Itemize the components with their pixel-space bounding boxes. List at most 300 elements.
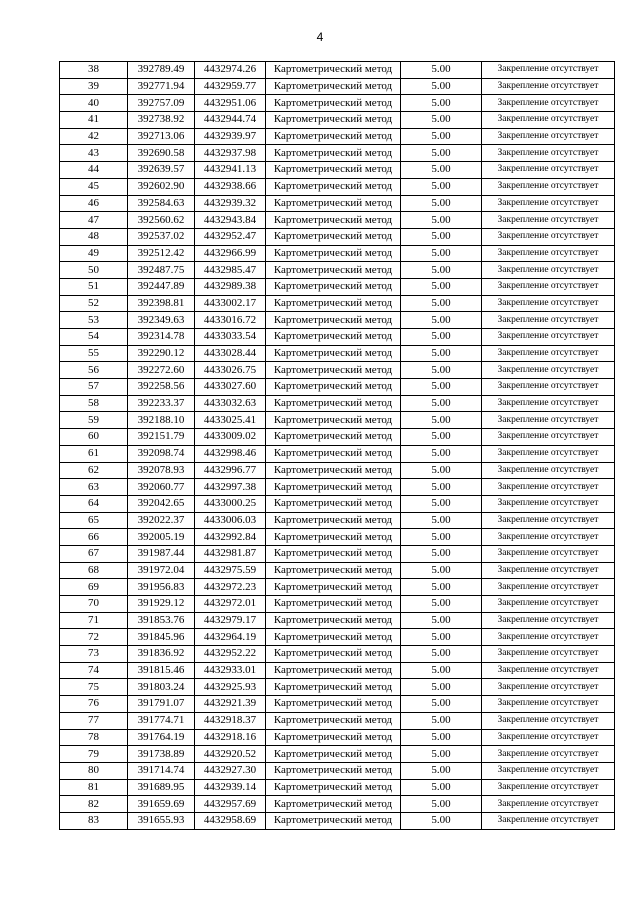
cell-fixation-description: Закрепление отсутствует xyxy=(482,679,615,696)
cell-coord-x: 392771.94 xyxy=(128,78,195,95)
cell-precision: 5.00 xyxy=(401,495,482,512)
cell-determination-method: Картометрический метод xyxy=(266,228,401,245)
cell-coord-y: 4432944.74 xyxy=(195,112,266,129)
cell-fixation-description: Закрепление отсутствует xyxy=(482,128,615,145)
cell-determination-method: Картометрический метод xyxy=(266,262,401,279)
cell-fixation-description: Закрепление отсутствует xyxy=(482,195,615,212)
table-row xyxy=(60,462,615,479)
cell-coord-y: 4432972.23 xyxy=(195,579,266,596)
cell-precision: 5.00 xyxy=(401,362,482,379)
cell-coord-x: 392738.92 xyxy=(128,112,195,129)
cell-precision: 5.00 xyxy=(401,212,482,229)
cell-fixation-description: Закрепление отсутствует xyxy=(482,445,615,462)
table-row xyxy=(60,62,615,79)
table-row xyxy=(60,746,615,763)
cell-precision: 5.00 xyxy=(401,379,482,396)
cell-point-number: 66 xyxy=(60,529,128,546)
cell-precision: 5.00 xyxy=(401,596,482,613)
cell-coord-y: 4432972.01 xyxy=(195,596,266,613)
cell-precision: 5.00 xyxy=(401,429,482,446)
cell-coord-x: 392398.81 xyxy=(128,295,195,312)
cell-coord-x: 392537.02 xyxy=(128,228,195,245)
cell-coord-y: 4432998.46 xyxy=(195,445,266,462)
table-row xyxy=(60,612,615,629)
cell-coord-y: 4432951.06 xyxy=(195,95,266,112)
table-row xyxy=(60,345,615,362)
coordinates-table xyxy=(59,61,615,830)
cell-point-number: 55 xyxy=(60,345,128,362)
cell-determination-method: Картометрический метод xyxy=(266,245,401,262)
cell-fixation-description: Закрепление отсутствует xyxy=(482,729,615,746)
cell-coord-y: 4432952.22 xyxy=(195,646,266,663)
coordinates-table-body xyxy=(60,62,615,830)
cell-precision: 5.00 xyxy=(401,562,482,579)
cell-point-number: 39 xyxy=(60,78,128,95)
table-row xyxy=(60,729,615,746)
cell-determination-method: Картометрический метод xyxy=(266,479,401,496)
cell-fixation-description: Закрепление отсутствует xyxy=(482,662,615,679)
cell-determination-method: Картометрический метод xyxy=(266,812,401,829)
table-row xyxy=(60,128,615,145)
cell-point-number: 42 xyxy=(60,128,128,145)
cell-determination-method: Картометрический метод xyxy=(266,379,401,396)
cell-determination-method: Картометрический метод xyxy=(266,629,401,646)
cell-precision: 5.00 xyxy=(401,679,482,696)
cell-coord-x: 392042.65 xyxy=(128,495,195,512)
cell-coord-y: 4432943.84 xyxy=(195,212,266,229)
cell-precision: 5.00 xyxy=(401,329,482,346)
cell-precision: 5.00 xyxy=(401,762,482,779)
cell-determination-method: Картометрический метод xyxy=(266,195,401,212)
cell-precision: 5.00 xyxy=(401,162,482,179)
cell-point-number: 47 xyxy=(60,212,128,229)
cell-point-number: 60 xyxy=(60,429,128,446)
cell-coord-y: 4433026.75 xyxy=(195,362,266,379)
table-row xyxy=(60,812,615,829)
cell-point-number: 83 xyxy=(60,812,128,829)
cell-point-number: 48 xyxy=(60,228,128,245)
table-row xyxy=(60,262,615,279)
cell-point-number: 43 xyxy=(60,145,128,162)
cell-point-number: 61 xyxy=(60,445,128,462)
cell-point-number: 54 xyxy=(60,329,128,346)
cell-fixation-description: Закрепление отсутствует xyxy=(482,145,615,162)
cell-point-number: 79 xyxy=(60,746,128,763)
cell-fixation-description: Закрепление отсутствует xyxy=(482,329,615,346)
table-row xyxy=(60,479,615,496)
cell-determination-method: Картометрический метод xyxy=(266,162,401,179)
cell-coord-y: 4432958.69 xyxy=(195,812,266,829)
cell-determination-method: Картометрический метод xyxy=(266,395,401,412)
cell-fixation-description: Закрепление отсутствует xyxy=(482,612,615,629)
cell-coord-x: 391929.12 xyxy=(128,596,195,613)
cell-fixation-description: Закрепление отсутствует xyxy=(482,362,615,379)
cell-precision: 5.00 xyxy=(401,128,482,145)
cell-coord-y: 4433016.72 xyxy=(195,312,266,329)
cell-coord-y: 4432927.30 xyxy=(195,762,266,779)
cell-determination-method: Картометрический метод xyxy=(266,495,401,512)
cell-fixation-description: Закрепление отсутствует xyxy=(482,295,615,312)
cell-precision: 5.00 xyxy=(401,812,482,829)
cell-precision: 5.00 xyxy=(401,395,482,412)
table-row xyxy=(60,162,615,179)
cell-coord-x: 391803.24 xyxy=(128,679,195,696)
table-row xyxy=(60,212,615,229)
cell-precision: 5.00 xyxy=(401,545,482,562)
cell-coord-y: 4432981.87 xyxy=(195,545,266,562)
cell-determination-method: Картометрический метод xyxy=(266,95,401,112)
cell-coord-x: 391764.19 xyxy=(128,729,195,746)
cell-point-number: 65 xyxy=(60,512,128,529)
cell-precision: 5.00 xyxy=(401,345,482,362)
cell-coord-x: 391689.95 xyxy=(128,779,195,796)
cell-fixation-description: Закрепление отсутствует xyxy=(482,495,615,512)
cell-coord-y: 4433002.17 xyxy=(195,295,266,312)
cell-precision: 5.00 xyxy=(401,612,482,629)
cell-determination-method: Картометрический метод xyxy=(266,562,401,579)
cell-fixation-description: Закрепление отсутствует xyxy=(482,95,615,112)
cell-point-number: 58 xyxy=(60,395,128,412)
cell-determination-method: Картометрический метод xyxy=(266,746,401,763)
cell-point-number: 78 xyxy=(60,729,128,746)
cell-determination-method: Картометрический метод xyxy=(266,429,401,446)
cell-fixation-description: Закрепление отсутствует xyxy=(482,479,615,496)
cell-determination-method: Картометрический метод xyxy=(266,462,401,479)
cell-coord-x: 392512.42 xyxy=(128,245,195,262)
cell-fixation-description: Закрепление отсутствует xyxy=(482,429,615,446)
cell-coord-y: 4432989.38 xyxy=(195,278,266,295)
cell-fixation-description: Закрепление отсутствует xyxy=(482,245,615,262)
cell-precision: 5.00 xyxy=(401,78,482,95)
cell-precision: 5.00 xyxy=(401,479,482,496)
table-row xyxy=(60,412,615,429)
cell-coord-y: 4432996.77 xyxy=(195,462,266,479)
cell-coord-y: 4432997.38 xyxy=(195,479,266,496)
table-row xyxy=(60,696,615,713)
cell-determination-method: Картометрический метод xyxy=(266,278,401,295)
cell-point-number: 51 xyxy=(60,278,128,295)
cell-precision: 5.00 xyxy=(401,779,482,796)
cell-point-number: 49 xyxy=(60,245,128,262)
cell-coord-x: 392314.78 xyxy=(128,329,195,346)
table-row xyxy=(60,579,615,596)
cell-fixation-description: Закрепление отсутствует xyxy=(482,696,615,713)
table-row xyxy=(60,712,615,729)
cell-point-number: 77 xyxy=(60,712,128,729)
cell-point-number: 56 xyxy=(60,362,128,379)
cell-point-number: 44 xyxy=(60,162,128,179)
table-row xyxy=(60,195,615,212)
cell-determination-method: Картометрический метод xyxy=(266,78,401,95)
cell-coord-x: 392258.56 xyxy=(128,379,195,396)
cell-coord-y: 4432974.26 xyxy=(195,62,266,79)
cell-determination-method: Картометрический метод xyxy=(266,662,401,679)
table-row xyxy=(60,646,615,663)
cell-coord-x: 392602.90 xyxy=(128,178,195,195)
cell-precision: 5.00 xyxy=(401,195,482,212)
cell-coord-y: 4432941.13 xyxy=(195,162,266,179)
cell-coord-y: 4432921.39 xyxy=(195,696,266,713)
cell-fixation-description: Закрепление отсутствует xyxy=(482,512,615,529)
cell-coord-x: 392078.93 xyxy=(128,462,195,479)
table-row xyxy=(60,329,615,346)
cell-point-number: 50 xyxy=(60,262,128,279)
cell-coord-x: 392713.06 xyxy=(128,128,195,145)
cell-coord-y: 4432939.32 xyxy=(195,195,266,212)
cell-point-number: 52 xyxy=(60,295,128,312)
cell-determination-method: Картометрический метод xyxy=(266,145,401,162)
cell-point-number: 81 xyxy=(60,779,128,796)
cell-precision: 5.00 xyxy=(401,712,482,729)
table-row xyxy=(60,545,615,562)
cell-coord-y: 4433000.25 xyxy=(195,495,266,512)
table-row xyxy=(60,762,615,779)
cell-precision: 5.00 xyxy=(401,145,482,162)
table-row xyxy=(60,662,615,679)
cell-coord-y: 4432966.99 xyxy=(195,245,266,262)
cell-coord-y: 4432918.16 xyxy=(195,729,266,746)
table-row xyxy=(60,112,615,129)
cell-coord-y: 4432939.14 xyxy=(195,779,266,796)
cell-coord-y: 4432920.52 xyxy=(195,746,266,763)
cell-coord-y: 4432938.66 xyxy=(195,178,266,195)
cell-fixation-description: Закрепление отсутствует xyxy=(482,345,615,362)
cell-point-number: 71 xyxy=(60,612,128,629)
cell-precision: 5.00 xyxy=(401,112,482,129)
table-row xyxy=(60,312,615,329)
cell-precision: 5.00 xyxy=(401,746,482,763)
cell-coord-x: 392151.79 xyxy=(128,429,195,446)
cell-coord-x: 392789.49 xyxy=(128,62,195,79)
cell-determination-method: Картометрический метод xyxy=(266,779,401,796)
cell-coord-x: 391738.89 xyxy=(128,746,195,763)
cell-coord-y: 4432933.01 xyxy=(195,662,266,679)
table-row xyxy=(60,679,615,696)
cell-point-number: 72 xyxy=(60,629,128,646)
table-row xyxy=(60,562,615,579)
cell-coord-x: 392447.89 xyxy=(128,278,195,295)
table-row xyxy=(60,228,615,245)
cell-determination-method: Картометрический метод xyxy=(266,112,401,129)
cell-determination-method: Картометрический метод xyxy=(266,612,401,629)
cell-determination-method: Картометрический метод xyxy=(266,679,401,696)
cell-fixation-description: Закрепление отсутствует xyxy=(482,212,615,229)
cell-determination-method: Картометрический метод xyxy=(266,445,401,462)
cell-determination-method: Картометрический метод xyxy=(266,412,401,429)
cell-fixation-description: Закрепление отсутствует xyxy=(482,629,615,646)
cell-point-number: 38 xyxy=(60,62,128,79)
table-row xyxy=(60,278,615,295)
cell-fixation-description: Закрепление отсутствует xyxy=(482,78,615,95)
cell-coord-y: 4432975.59 xyxy=(195,562,266,579)
cell-precision: 5.00 xyxy=(401,729,482,746)
cell-fixation-description: Закрепление отсутствует xyxy=(482,646,615,663)
cell-coord-x: 392560.62 xyxy=(128,212,195,229)
cell-determination-method: Картометрический метод xyxy=(266,729,401,746)
cell-coord-x: 391791.07 xyxy=(128,696,195,713)
cell-determination-method: Картометрический метод xyxy=(266,212,401,229)
cell-coord-y: 4432957.69 xyxy=(195,796,266,813)
cell-determination-method: Картометрический метод xyxy=(266,545,401,562)
cell-fixation-description: Закрепление отсутствует xyxy=(482,596,615,613)
cell-determination-method: Картометрический метод xyxy=(266,312,401,329)
cell-fixation-description: Закрепление отсутствует xyxy=(482,746,615,763)
cell-point-number: 62 xyxy=(60,462,128,479)
cell-coord-y: 4432952.47 xyxy=(195,228,266,245)
cell-determination-method: Картометрический метод xyxy=(266,646,401,663)
cell-precision: 5.00 xyxy=(401,662,482,679)
cell-determination-method: Картометрический метод xyxy=(266,512,401,529)
cell-precision: 5.00 xyxy=(401,178,482,195)
cell-fixation-description: Закрепление отсутствует xyxy=(482,112,615,129)
cell-coord-x: 392188.10 xyxy=(128,412,195,429)
cell-coord-x: 391845.96 xyxy=(128,629,195,646)
cell-point-number: 76 xyxy=(60,696,128,713)
cell-point-number: 70 xyxy=(60,596,128,613)
table-row xyxy=(60,512,615,529)
cell-coord-y: 4433006.03 xyxy=(195,512,266,529)
cell-precision: 5.00 xyxy=(401,445,482,462)
cell-point-number: 57 xyxy=(60,379,128,396)
cell-point-number: 41 xyxy=(60,112,128,129)
cell-determination-method: Картометрический метод xyxy=(266,178,401,195)
cell-coord-x: 391655.93 xyxy=(128,812,195,829)
table-row xyxy=(60,779,615,796)
cell-coord-y: 4432925.93 xyxy=(195,679,266,696)
cell-coord-x: 391987.44 xyxy=(128,545,195,562)
cell-precision: 5.00 xyxy=(401,579,482,596)
cell-coord-x: 391836.92 xyxy=(128,646,195,663)
cell-fixation-description: Закрепление отсутствует xyxy=(482,395,615,412)
cell-point-number: 73 xyxy=(60,646,128,663)
cell-coord-x: 392005.19 xyxy=(128,529,195,546)
cell-coord-y: 4432979.17 xyxy=(195,612,266,629)
table-row xyxy=(60,178,615,195)
table-row xyxy=(60,529,615,546)
cell-fixation-description: Закрепление отсутствует xyxy=(482,62,615,79)
cell-coord-y: 4433033.54 xyxy=(195,329,266,346)
cell-coord-y: 4432918.37 xyxy=(195,712,266,729)
cell-fixation-description: Закрепление отсутствует xyxy=(482,812,615,829)
table-row xyxy=(60,495,615,512)
cell-coord-y: 4432964.19 xyxy=(195,629,266,646)
cell-determination-method: Картометрический метод xyxy=(266,579,401,596)
cell-point-number: 67 xyxy=(60,545,128,562)
table-row xyxy=(60,429,615,446)
cell-fixation-description: Закрепление отсутствует xyxy=(482,779,615,796)
cell-point-number: 59 xyxy=(60,412,128,429)
cell-precision: 5.00 xyxy=(401,295,482,312)
cell-coord-x: 392022.37 xyxy=(128,512,195,529)
cell-precision: 5.00 xyxy=(401,95,482,112)
cell-coord-x: 392487.75 xyxy=(128,262,195,279)
cell-coord-x: 392690.58 xyxy=(128,145,195,162)
cell-precision: 5.00 xyxy=(401,462,482,479)
cell-fixation-description: Закрепление отсутствует xyxy=(482,712,615,729)
cell-precision: 5.00 xyxy=(401,412,482,429)
cell-point-number: 82 xyxy=(60,796,128,813)
cell-point-number: 64 xyxy=(60,495,128,512)
table-row xyxy=(60,379,615,396)
table-row xyxy=(60,796,615,813)
cell-fixation-description: Закрепление отсутствует xyxy=(482,412,615,429)
cell-coord-x: 392757.09 xyxy=(128,95,195,112)
table-row xyxy=(60,445,615,462)
table-row xyxy=(60,145,615,162)
table-row xyxy=(60,245,615,262)
cell-coord-y: 4432959.77 xyxy=(195,78,266,95)
cell-coord-y: 4433027.60 xyxy=(195,379,266,396)
cell-determination-method: Картометрический метод xyxy=(266,295,401,312)
cell-coord-x: 392233.37 xyxy=(128,395,195,412)
cell-point-number: 45 xyxy=(60,178,128,195)
cell-fixation-description: Закрепление отсутствует xyxy=(482,262,615,279)
cell-coord-y: 4432939.97 xyxy=(195,128,266,145)
cell-determination-method: Картометрический метод xyxy=(266,712,401,729)
table-row xyxy=(60,95,615,112)
cell-coord-x: 392060.77 xyxy=(128,479,195,496)
cell-coord-x: 392349.63 xyxy=(128,312,195,329)
cell-coord-y: 4432937.98 xyxy=(195,145,266,162)
cell-precision: 5.00 xyxy=(401,228,482,245)
cell-fixation-description: Закрепление отсутствует xyxy=(482,228,615,245)
cell-fixation-description: Закрепление отсутствует xyxy=(482,162,615,179)
table-row xyxy=(60,596,615,613)
cell-fixation-description: Закрепление отсутствует xyxy=(482,796,615,813)
table-row xyxy=(60,295,615,312)
cell-coord-x: 391774.71 xyxy=(128,712,195,729)
cell-coord-y: 4433032.63 xyxy=(195,395,266,412)
page-number: 4 xyxy=(316,30,324,44)
table-row xyxy=(60,395,615,412)
cell-precision: 5.00 xyxy=(401,245,482,262)
cell-fixation-description: Закрепление отсутствует xyxy=(482,762,615,779)
cell-coord-y: 4432985.47 xyxy=(195,262,266,279)
cell-fixation-description: Закрепление отсутствует xyxy=(482,278,615,295)
cell-point-number: 53 xyxy=(60,312,128,329)
cell-fixation-description: Закрепление отсутствует xyxy=(482,562,615,579)
cell-coord-y: 4433025.41 xyxy=(195,412,266,429)
cell-point-number: 75 xyxy=(60,679,128,696)
table-row xyxy=(60,78,615,95)
cell-coord-x: 392584.63 xyxy=(128,195,195,212)
table-row xyxy=(60,362,615,379)
cell-determination-method: Картометрический метод xyxy=(266,128,401,145)
table-row xyxy=(60,629,615,646)
cell-coord-x: 391714.74 xyxy=(128,762,195,779)
cell-coord-x: 392098.74 xyxy=(128,445,195,462)
cell-coord-y: 4433028.44 xyxy=(195,345,266,362)
cell-coord-x: 391972.04 xyxy=(128,562,195,579)
cell-determination-method: Картометрический метод xyxy=(266,762,401,779)
cell-precision: 5.00 xyxy=(401,529,482,546)
cell-fixation-description: Закрепление отсутствует xyxy=(482,379,615,396)
cell-coord-x: 391853.76 xyxy=(128,612,195,629)
cell-point-number: 69 xyxy=(60,579,128,596)
cell-coord-x: 391659.69 xyxy=(128,796,195,813)
cell-precision: 5.00 xyxy=(401,646,482,663)
cell-determination-method: Картометрический метод xyxy=(266,329,401,346)
cell-coord-x: 391815.46 xyxy=(128,662,195,679)
cell-precision: 5.00 xyxy=(401,262,482,279)
cell-determination-method: Картометрический метод xyxy=(266,362,401,379)
cell-determination-method: Картометрический метод xyxy=(266,345,401,362)
cell-fixation-description: Закрепление отсутствует xyxy=(482,312,615,329)
cell-precision: 5.00 xyxy=(401,62,482,79)
cell-precision: 5.00 xyxy=(401,312,482,329)
cell-coord-x: 392272.60 xyxy=(128,362,195,379)
cell-determination-method: Картометрический метод xyxy=(266,596,401,613)
